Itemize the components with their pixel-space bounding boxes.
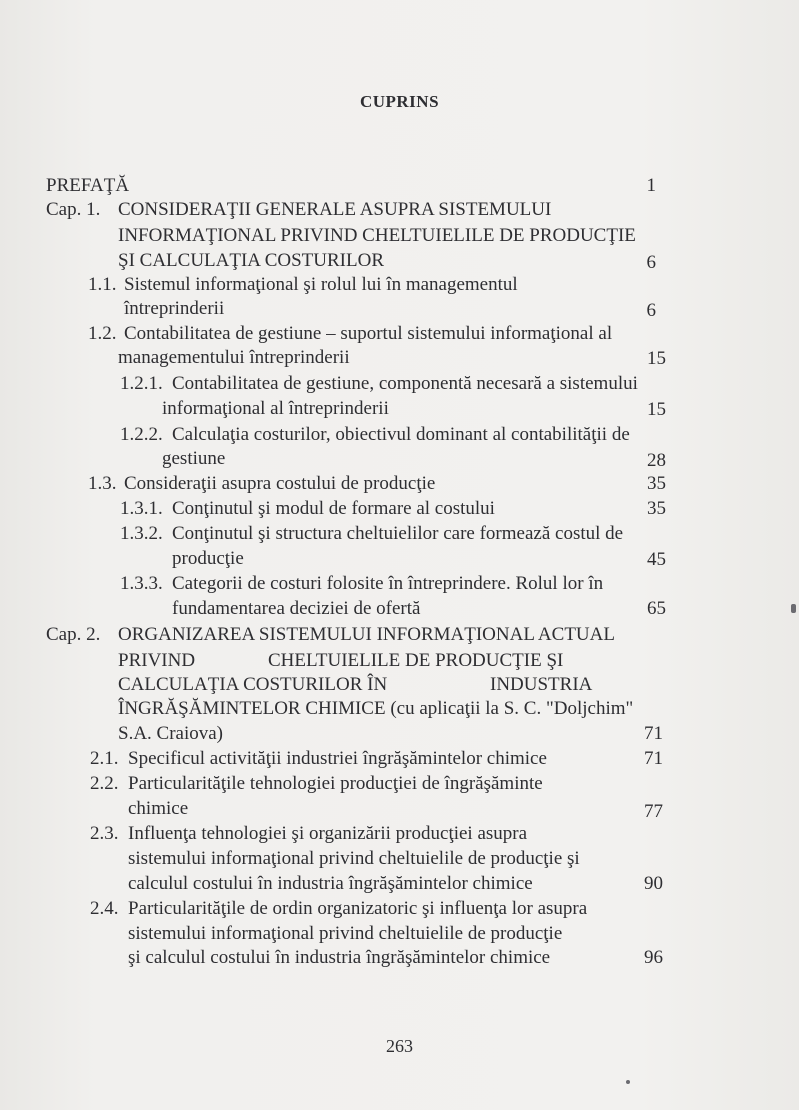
- toc-page-number: 6: [646, 252, 656, 273]
- scan-speck-icon: [626, 1080, 630, 1084]
- section-title-line: chimice: [128, 798, 189, 819]
- subsection-title-line: Calculaţia costurilor, obiectivul dominant al contabilităţii de: [172, 424, 630, 445]
- chapter-title-line: ÎNGRĂŞĂMINTELOR CHIMICE (cu aplicaţii la S. C. "Doljchim": [118, 698, 634, 719]
- section-title-line: calculul costului în industria îngrăşămintelor chimice: [128, 873, 533, 894]
- section-number: 2.1.: [90, 748, 119, 769]
- subsection-number: 1.2.2.: [120, 424, 163, 445]
- section-title-line: sistemului informaţional privind cheltuielile de producţie şi: [128, 848, 580, 869]
- chapter-number: Cap. 1.: [46, 199, 101, 220]
- subsection-title-line: gestiune: [162, 448, 226, 469]
- toc-page-number: 15: [647, 399, 666, 420]
- toc-page-number: 1: [646, 175, 656, 196]
- subsection-title-line: Categorii de costuri folosite în întreprindere. Rolul lor în: [172, 573, 604, 594]
- subsection-title-line: informaţional al întreprinderii: [162, 398, 389, 419]
- subsection-number: 1.3.2.: [120, 523, 163, 544]
- toc-page-number: 96: [644, 947, 663, 968]
- section-number: 2.3.: [90, 823, 119, 844]
- chapter-title-line: CHELTUIELILE DE PRODUCŢIE ŞI: [268, 650, 564, 671]
- section-title-line: Consideraţii asupra costului de producţie: [124, 473, 436, 494]
- toc-page-number: 71: [644, 748, 663, 769]
- subsection-number: 1.3.1.: [120, 498, 163, 519]
- section-title-line: managementului întreprinderii: [118, 347, 350, 368]
- chapter-title-line: ORGANIZAREA SISTEMULUI INFORMAŢIONAL ACTUAL: [118, 624, 615, 645]
- section-title-line: întreprinderii: [124, 298, 225, 319]
- section-title-line: Specificul activităţii industriei îngrăşămintelor chimice: [128, 748, 547, 769]
- subsection-title-line: Conţinutul şi structura cheltuielilor care formează costul de: [172, 523, 624, 544]
- section-title-line: Influenţa tehnologiei şi organizării producţiei asupra: [128, 823, 528, 844]
- page-title: CUPRINS: [359, 92, 440, 111]
- section-number: 1.3.: [88, 473, 117, 494]
- toc-page-number: 15: [647, 348, 666, 369]
- section-title-line: sistemului informaţional privind cheltuielile de producţie: [128, 923, 563, 944]
- chapter-number: Cap. 2.: [46, 624, 101, 645]
- chapter-title-line: INFORMAŢIONAL PRIVIND CHELTUIELILE DE PRODUCŢIE: [118, 225, 636, 246]
- section-number: 2.2.: [90, 773, 119, 794]
- section-title-line: şi calculul costului în industria îngrăşămintelor chimice: [128, 947, 551, 968]
- section-title-line: Particularităţile de ordin organizatoric şi influenţa lor asupra: [128, 898, 588, 919]
- toc-preface: PREFAŢĂ: [46, 175, 130, 196]
- chapter-title-line: CALCULAŢIA COSTURILOR ÎN: [118, 674, 388, 695]
- section-title-line: Contabilitatea de gestiune – suportul sistemului informaţional al: [124, 323, 613, 344]
- chapter-title-line: INDUSTRIA: [490, 674, 593, 695]
- subsection-title-line: Contabilitatea de gestiune, componentă necesară a sistemului: [172, 373, 638, 394]
- chapter-title-line: S.A. Craiova): [118, 723, 224, 744]
- section-number: 1.1.: [88, 274, 117, 295]
- scan-mark-icon: [791, 604, 796, 613]
- section-number: 2.4.: [90, 898, 119, 919]
- subsection-number: 1.3.3.: [120, 573, 163, 594]
- subsection-number: 1.2.1.: [120, 373, 163, 394]
- toc-page-number: 28: [647, 450, 666, 471]
- toc-page-number: 71: [644, 723, 663, 744]
- toc-page-number: 35: [647, 473, 666, 494]
- chapter-title-line: PRIVIND: [118, 650, 196, 671]
- section-title-line: Particularităţile tehnologiei producţiei de îngrăşăminte: [128, 773, 543, 794]
- subsection-title-line: Conţinutul şi modul de formare al costului: [172, 498, 495, 519]
- section-number: 1.2.: [88, 323, 117, 344]
- subsection-title-line: fundamentarea deciziei de ofertă: [172, 598, 421, 619]
- toc-page-number: 45: [647, 549, 666, 570]
- page-footer-number: 263: [386, 1036, 413, 1056]
- toc-page-number: 90: [644, 873, 663, 894]
- subsection-title-line: producţie: [172, 548, 244, 569]
- toc-page-number: 77: [644, 801, 663, 822]
- toc-page-number: 6: [646, 300, 656, 321]
- section-title-line: Sistemul informaţional şi rolul lui în managementul: [124, 274, 518, 295]
- chapter-title-line: CONSIDERAŢII GENERALE ASUPRA SISTEMULUI: [118, 199, 552, 220]
- toc-page-number: 35: [647, 498, 666, 519]
- toc-page-number: 65: [647, 598, 666, 619]
- chapter-title-line: ŞI CALCULAŢIA COSTURILOR: [118, 250, 385, 271]
